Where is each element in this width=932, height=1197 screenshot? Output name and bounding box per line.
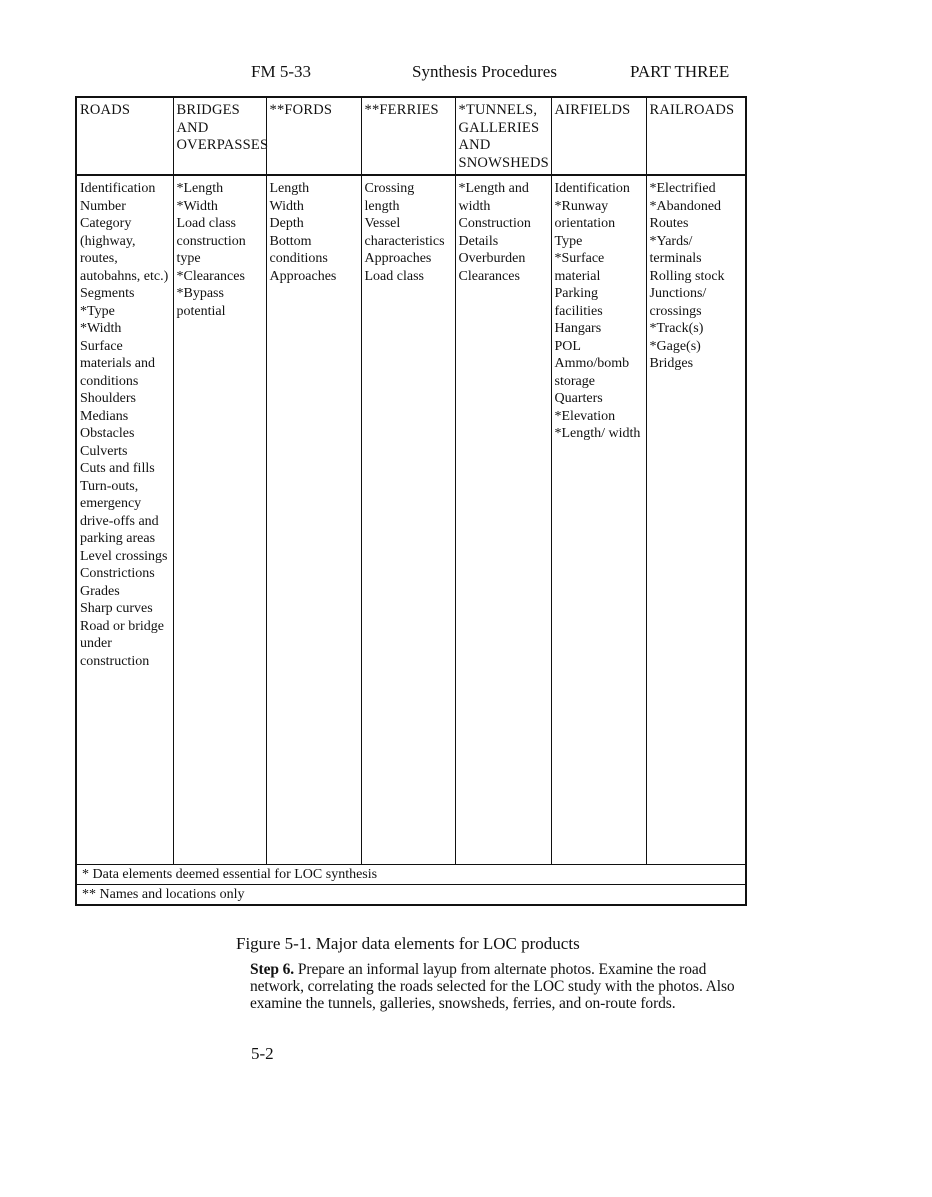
list-item: Ammo/bomb storage xyxy=(554,356,630,389)
column-tunnels xyxy=(455,175,551,865)
column-roads xyxy=(76,175,173,865)
loc-data-elements-table xyxy=(75,96,747,906)
column-bridges xyxy=(173,175,266,865)
step-text: Prepare an informal layup from alternate photos. Examine the road network, correlating the roads selected for the LOC study with the photos. Also examine the tunnels, galleries, snowsheds, ferries, and on-route fords. xyxy=(250,961,735,1012)
list-item: *Electrified xyxy=(649,181,716,196)
list-item: Road or bridge under construction xyxy=(80,618,164,669)
footnote-names-locations: ** Names and locations only xyxy=(76,885,746,906)
list-item: Approaches xyxy=(269,268,337,284)
list-item: POL xyxy=(554,338,581,354)
section-title: Synthesis Procedures xyxy=(412,62,557,81)
list-item: Obstacles xyxy=(80,426,135,441)
list-item: Length xyxy=(269,181,310,196)
column-header-tunnels: *TUNNELS, GALLERIES AND SNOWSHEDS xyxy=(455,97,551,175)
list-item: *Clearances xyxy=(176,268,245,284)
column-header-fords: **FORDS xyxy=(266,97,361,175)
list-item: *Abandoned xyxy=(649,198,722,214)
list-item: *Length and width xyxy=(458,181,529,214)
list-item: Width xyxy=(269,198,304,214)
list-item: Rolling stock xyxy=(649,268,725,284)
list-item: Clearances xyxy=(458,268,520,284)
list-item: Medians xyxy=(80,408,129,424)
list-item: *Width xyxy=(80,321,122,336)
list-item: *Runway orientation xyxy=(554,198,616,231)
list-item: Bottom conditions xyxy=(269,233,328,266)
list-item: Hangars xyxy=(554,321,602,336)
list-item: Identification xyxy=(554,181,630,196)
list-item: *Type xyxy=(80,303,115,319)
list-item: *Surface material xyxy=(554,251,605,284)
table-body-row xyxy=(76,175,746,865)
table-header-row xyxy=(76,97,746,175)
list-item: Level crossings xyxy=(80,548,168,564)
list-item: Load class xyxy=(364,268,424,284)
column-ferries xyxy=(361,175,455,865)
footnote-row xyxy=(76,885,746,906)
list-item: Type xyxy=(554,233,583,249)
figure-caption: Figure 5-1. Major data elements for LOC products xyxy=(236,934,580,953)
part-label: PART THREE xyxy=(630,62,730,81)
list-item: Load class construction type xyxy=(176,216,246,266)
column-railroads xyxy=(646,175,746,865)
list-item: *Bypass potential xyxy=(176,286,226,319)
list-item: Vessel characteristics xyxy=(364,216,445,249)
step-paragraph xyxy=(250,961,745,1012)
list-item: Crossing length xyxy=(364,181,415,214)
footnote-row xyxy=(76,865,746,885)
list-item: Cuts and fills xyxy=(80,461,155,476)
list-item: *Length xyxy=(176,181,224,196)
list-item: Routes xyxy=(649,216,689,231)
list-item: Identification Number xyxy=(80,181,156,214)
list-item: Junctions/ crossings xyxy=(649,286,707,319)
column-header-railroads: RAILROADS xyxy=(646,97,746,175)
list-item: Grades xyxy=(80,583,120,599)
list-item: Constrictions xyxy=(80,566,155,581)
list-item: Surface materials and conditions xyxy=(80,338,156,389)
list-item: Segments xyxy=(80,286,135,301)
list-item: Culverts xyxy=(80,443,128,459)
list-item: *Track(s) xyxy=(649,321,704,336)
list-item: Sharp curves xyxy=(80,601,153,616)
list-item: *Yards/ terminals xyxy=(649,233,702,266)
column-header-airfields: AIRFIELDS xyxy=(551,97,646,175)
list-item: Construction Details xyxy=(458,216,531,249)
list-item: *Width xyxy=(176,198,218,214)
list-item: Approaches xyxy=(364,251,432,266)
step-label: Step 6. xyxy=(250,961,295,978)
column-header-bridges: BRIDGES AND OVERPASSES xyxy=(173,97,266,175)
footnote-essential: * Data elements deemed essential for LOC synthesis xyxy=(76,865,746,885)
list-item: Quarters xyxy=(554,391,603,406)
list-item: Category (highway, routes, autobahns, etc.) xyxy=(80,216,169,284)
list-item: Shoulders xyxy=(80,391,136,406)
list-item: Parking facilities xyxy=(554,286,603,319)
column-header-roads: ROADS xyxy=(76,97,173,175)
list-item: Depth xyxy=(269,216,304,231)
list-item: *Gage(s) xyxy=(649,338,701,354)
manual-number: FM 5-33 xyxy=(251,62,311,81)
column-fords xyxy=(266,175,361,865)
list-item: *Elevation xyxy=(554,408,616,424)
list-item: Overburden xyxy=(458,251,526,266)
list-item: Bridges xyxy=(649,356,694,371)
column-header-ferries: **FERRIES xyxy=(361,97,455,175)
column-airfields xyxy=(551,175,646,865)
list-item: *Length/ width xyxy=(554,426,641,441)
list-item: Turn-outs, emergency drive-offs and parking areas xyxy=(80,478,159,546)
page-number: 5-2 xyxy=(251,1044,274,1063)
